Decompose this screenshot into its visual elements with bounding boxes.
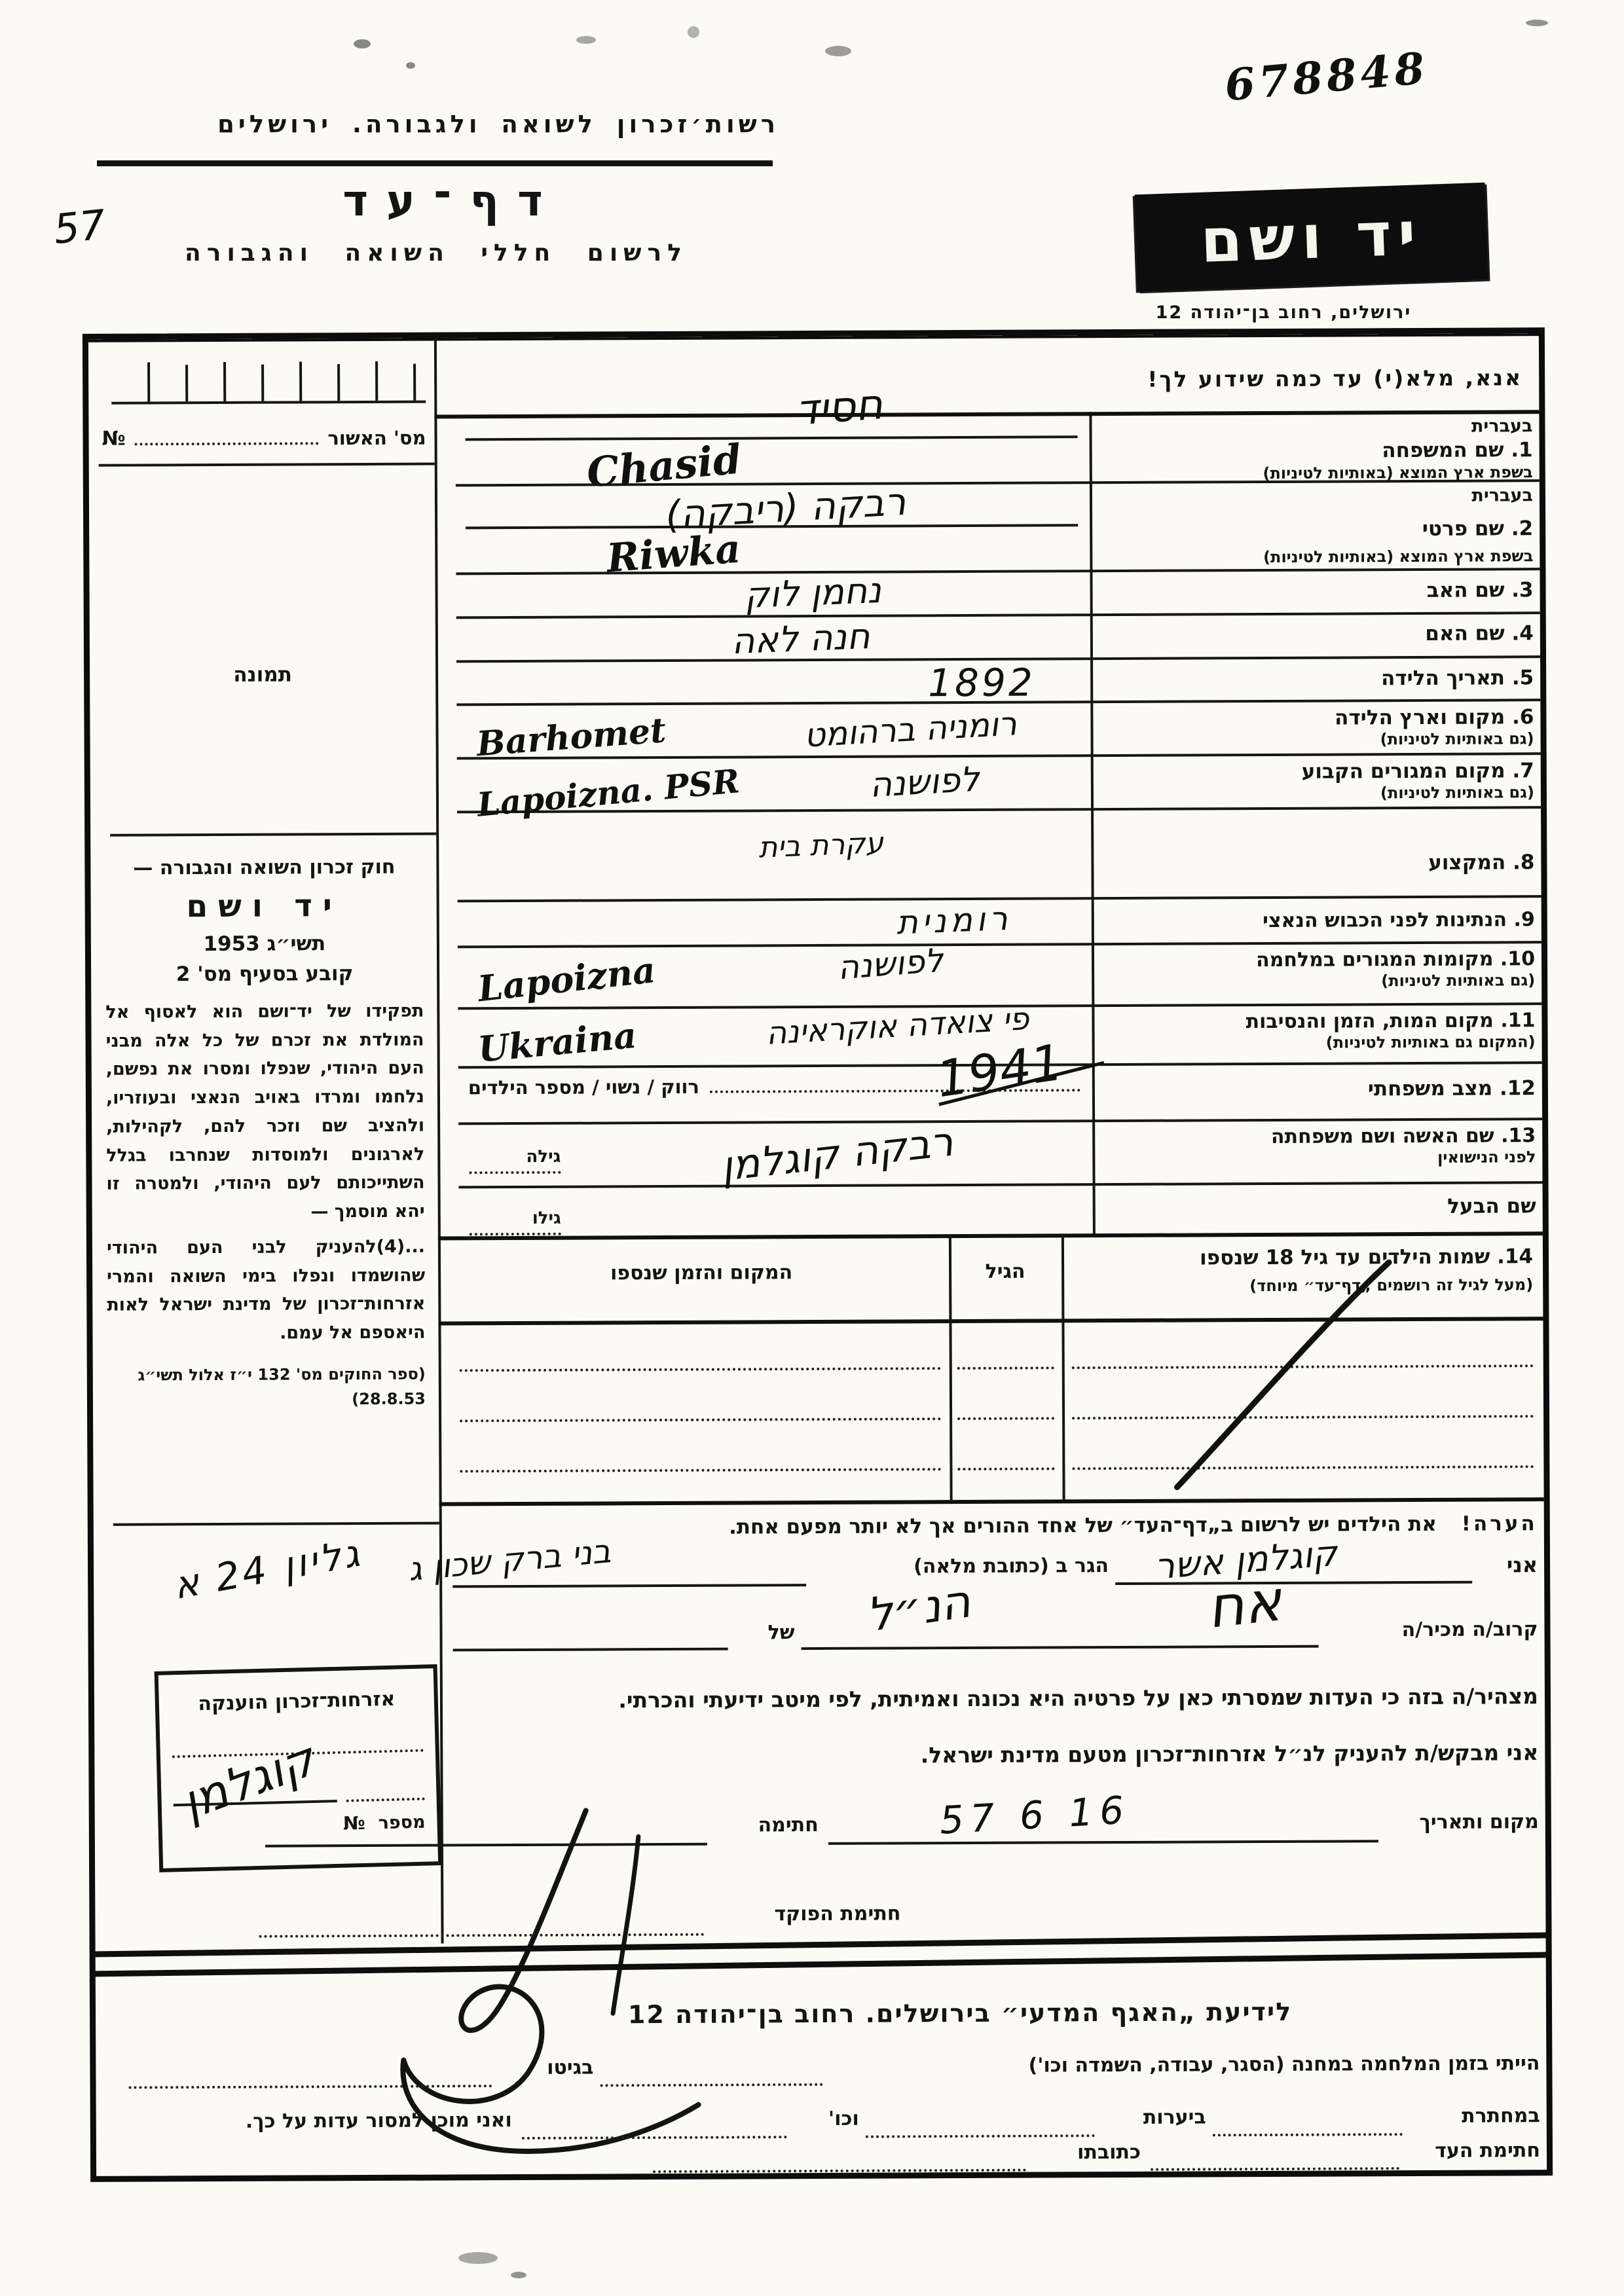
- decl-of-line: [453, 1648, 728, 1652]
- table-age-header: [949, 1260, 1061, 1283]
- hand-firstname-latin-text: Riwka: [605, 526, 743, 582]
- sheet-number-text: 57: [51, 200, 108, 253]
- camp-dotted: [600, 2083, 823, 2086]
- table-row-dotted: [957, 1366, 1054, 1370]
- award-number-label: מספר: [378, 1812, 426, 1834]
- field-10-label-block: [1106, 947, 1535, 991]
- field-4-no: 4.: [1511, 621, 1534, 646]
- field-7-label-block: [1105, 759, 1534, 803]
- field-5-label: [1105, 666, 1534, 692]
- approval-no-symbol: №: [101, 427, 126, 450]
- hand-death-year-text: 1941: [932, 1032, 1067, 1109]
- decl-resides-text: הגר ב (כתובת מלאה): [913, 1554, 1109, 1578]
- hand-mother-name: [731, 615, 871, 662]
- decl-place-date-label: [1388, 1810, 1539, 1834]
- dept-info-line: [436, 1997, 1484, 2030]
- form-subtitle-text: לרשום חללי השואה והגבורה: [185, 240, 688, 266]
- hand-declarant-address-text: בני ברק שכון ג: [407, 1531, 613, 1589]
- hand-declarant-signature-text: קוגלמן: [174, 1731, 323, 1831]
- form-main-box: [83, 327, 1553, 2182]
- children-note: [451, 1512, 1538, 1540]
- tick: [337, 364, 340, 401]
- hand-death-place-latin-text: Ukraina: [476, 1013, 638, 1070]
- table-place-header-text: המקום והזמן שנספו: [610, 1261, 793, 1285]
- row-sep: [458, 1118, 1542, 1125]
- field-8-no: 8.: [1512, 850, 1535, 875]
- field-3-label: [1105, 578, 1534, 604]
- hand-declarant-name-text: קוגלמן אשר: [1153, 1532, 1339, 1588]
- field-12-label: [1107, 1076, 1536, 1102]
- wife-age-row: [462, 1147, 561, 1175]
- scan-noise: [688, 26, 699, 38]
- hand-birthplace-hebrew: [803, 704, 1018, 754]
- hand-slash-mark: [1114, 1244, 1456, 1501]
- authority-title: [98, 110, 779, 138]
- field-5-text: תאריך הלידה: [1380, 666, 1505, 691]
- scan-noise: [511, 2272, 526, 2278]
- witness-signature-label-text: חתימת העד: [1435, 2139, 1541, 2162]
- law-clause: ...(4)להעניק לבני העם היהודי שהושמדו ונפלו בימי השואה והמרי אזרחות־זכרון של מדינת ישראל לאות היאספם אל עמם.: [106, 1236, 426, 1343]
- table-age-header-text: הגיל: [985, 1260, 1025, 1283]
- hand-birthplace-hebrew-text: רומניה ברהומט: [803, 704, 1018, 755]
- table-row-dotted: [957, 1417, 1054, 1420]
- field-9-text: הנתינות לפני הכבוש הנאצי: [1263, 908, 1507, 933]
- hand-death-place-hebrew-text: פי צואדה אוקראינה: [765, 1000, 1030, 1052]
- marital-options: רווק / נשוי / מספר הילדים: [468, 1075, 699, 1099]
- field-2-sub: בשפת ארץ המוצא (באותיות לטיניות): [1263, 546, 1534, 566]
- husband-label-text: שם הבעל: [1447, 1194, 1536, 1218]
- yad-vashem-logo: [1135, 183, 1488, 292]
- children-note-head: הערה!: [1461, 1512, 1538, 1536]
- sheet-note-handwritten: [170, 1530, 365, 1608]
- field-13-text: שם האשה ושם משפחתה: [1270, 1124, 1494, 1148]
- law-block: [105, 856, 426, 1413]
- hand-declarant-address: [407, 1532, 612, 1588]
- decl-signature-label-text: חתימה: [758, 1813, 819, 1837]
- underground-label-text: במחתרת: [1462, 2104, 1540, 2128]
- field-8-label: [1105, 850, 1534, 877]
- left-separator-1: [110, 833, 436, 837]
- decl-relative-text: קרוב/ה מכיר/ה: [1401, 1618, 1538, 1642]
- tick: [223, 362, 226, 401]
- yad-vashem-logo-text: יד ושם: [1199, 198, 1424, 276]
- field-13-label-block: [1107, 1124, 1536, 1168]
- dept-info-line-text: לידיעת „האגף המדעי״ בירושלים. רחוב בן־יהודה 12: [627, 1997, 1293, 2030]
- field-6-no: 6.: [1511, 705, 1534, 729]
- husband-age-label: גילו: [532, 1208, 561, 1228]
- hand-relation: [1204, 1568, 1285, 1641]
- scan-noise: [458, 2252, 498, 2264]
- decl-relative-line: [802, 1645, 1319, 1650]
- field-2-label-block: [1104, 485, 1534, 566]
- hebrew-label: בעברית: [1471, 485, 1534, 506]
- table-row-dotted: [957, 1467, 1054, 1470]
- tick: [299, 361, 302, 401]
- decl-i-text: אני: [1506, 1552, 1538, 1578]
- hand-mother-name-text: חנה לאה: [730, 615, 871, 663]
- registrar-signature-label-text: חתימת הפוקד: [774, 1902, 901, 1926]
- law-intro: חוק זכרון השואה והגבורה —: [133, 855, 396, 880]
- hand-war-residence-latin-text: Lapoizna: [475, 949, 658, 1010]
- form-title: [308, 175, 596, 226]
- witness-signature-dotted: [1151, 2167, 1399, 2171]
- law-body: תפקידו של יד־ושם הוא לאסוף אל המולדת את זכרם של כל אלה מבני העם היהודי, שנפלו ומסרו את נפשם, נלחמו ומרדו באויב הנאצי ובעוזריו, ולהציב שם וזכר להם, לקהילות, לארגונים ולמוסדות שנחרבו בגלל השתייכותם לעם היהודי, ולמטרה זו יהא מוסמך —: [105, 1000, 425, 1222]
- forests-dotted: [866, 2134, 1095, 2138]
- tick-baseline: [111, 401, 426, 405]
- witness-signature-label: [1406, 2139, 1540, 2162]
- wife-age-dotted: [469, 1171, 561, 1175]
- field-1-label-block: [1103, 416, 1532, 483]
- hand-residence-latin: [475, 761, 741, 824]
- ghetto-label-text: בגיטו: [547, 2056, 594, 2079]
- fill-instruction: [855, 365, 1522, 393]
- law-section: קובע בסעיף מס' 2: [175, 962, 354, 987]
- field-10-sub: (גם באותיות לטיניות): [1381, 971, 1536, 991]
- hand-birth-year: [928, 661, 1035, 706]
- field-11-sub: (המקום גם באותיות לטיניות): [1325, 1032, 1536, 1052]
- field-11-no: 11.: [1500, 1009, 1536, 1032]
- table-names-title: 14. שמות הילדים עד גיל 18 שנספו: [1199, 1245, 1534, 1270]
- field-11-label-block: [1106, 1009, 1535, 1053]
- tick: [147, 362, 150, 401]
- ready-to-testify-text: ואני מוכן למסור עדות על כך.: [245, 2109, 512, 2133]
- sheet-note-text: גליון 24 א: [170, 1530, 365, 1609]
- witness-address-label: [1036, 2141, 1141, 2164]
- tick: [261, 365, 264, 401]
- hand-death-year: [932, 1032, 1066, 1108]
- logo-address-text: ירושלים, רחוב בן־יהודה 12: [1155, 302, 1412, 323]
- field-1-no: 1.: [1511, 438, 1533, 462]
- field-6-text: מקום וארץ הלידה: [1335, 705, 1505, 730]
- ready-to-testify: [116, 2109, 512, 2134]
- award-title: אזרחות־זכרון הוענקה: [197, 1687, 396, 1716]
- field-10-no: 10.: [1500, 947, 1536, 971]
- hand-surname-latin-text: Chasid: [584, 435, 743, 497]
- field-10-text: מקומות המגורים במלחמה: [1255, 947, 1494, 972]
- hand-citizenship: [896, 900, 1012, 942]
- field-6-label-block: [1105, 705, 1534, 750]
- table-row-dotted: [460, 1417, 941, 1422]
- table-row-dotted: [460, 1367, 941, 1372]
- witness-address-label-text: כתובתו: [1077, 2140, 1141, 2164]
- serial-tick-strip: [111, 361, 426, 402]
- field-13-sub: לפני הנישואין: [1437, 1148, 1536, 1167]
- approval-number-row: [101, 417, 426, 451]
- approval-dotted-line: [135, 442, 319, 445]
- decl-date-line: [828, 1840, 1378, 1845]
- field-5-no: 5.: [1511, 666, 1534, 690]
- field-9-label: [1106, 908, 1535, 934]
- ghetto-label: [502, 2056, 593, 2080]
- hand-citizenship-text: רומנית: [895, 899, 1012, 942]
- hand-surname-latin: [585, 435, 743, 496]
- form-title-text: דף־עד: [342, 175, 561, 226]
- hand-war-residence-hebrew: [836, 941, 944, 987]
- photo-label-text: תמונה: [233, 663, 293, 687]
- row-sep: [458, 941, 1541, 948]
- write-line: [466, 435, 1078, 441]
- hand-wife-name: [718, 1118, 955, 1190]
- field-12-text: מצב משפחתי: [1367, 1076, 1493, 1101]
- field-3-no: 3.: [1511, 578, 1534, 602]
- hand-date-text: 16 6 57: [938, 1787, 1132, 1843]
- field-11-text: מקום המות, הזמן והנסיבות: [1246, 1009, 1494, 1034]
- scan-noise: [1526, 20, 1548, 26]
- authority-title-text: רשות׳זכרון לשואה ולגבורה. ירושלים: [217, 110, 779, 138]
- decl-relative: [1331, 1618, 1538, 1641]
- fill-instruction-text: אנא, מלא(י) עד כמה שידוע לך!: [1147, 365, 1523, 392]
- hand-wife-name-text: רבקה קוגלמן: [718, 1117, 955, 1191]
- table-row-dotted: [460, 1468, 941, 1472]
- tick: [185, 365, 188, 401]
- scan-noise: [576, 36, 596, 44]
- row-sep: [456, 611, 1540, 619]
- hand-residence-latin-text: Lapoizna. PSR: [475, 761, 741, 824]
- table-top-rule: [438, 1231, 1543, 1240]
- etc-label: [794, 2107, 859, 2130]
- logo-address: [1061, 302, 1506, 323]
- header-rule: [97, 160, 773, 166]
- field-7-sub: (גם באותיות לטיניות): [1380, 783, 1534, 803]
- law-year: תשי״ג 1953: [203, 932, 326, 957]
- field-2-no: 2.: [1511, 517, 1534, 541]
- field-12-no: 12.: [1499, 1076, 1536, 1101]
- hand-surname-hebrew: [794, 380, 885, 435]
- label-column-divider: [1089, 412, 1095, 1234]
- hand-of-whom: [863, 1574, 974, 1642]
- scan-noise: [406, 62, 415, 69]
- field-4-text: שם האם: [1425, 621, 1505, 646]
- law-name: יד ושם: [186, 888, 342, 925]
- table-place-header: [459, 1260, 944, 1285]
- field-1-sub: בשפת ארץ המוצא (באותיות לטיניות): [1263, 462, 1533, 483]
- decl-of-text: של: [767, 1621, 795, 1645]
- hand-war-residence-latin: [475, 949, 657, 1010]
- table-divider-age-right: [1061, 1233, 1065, 1499]
- photo-label: [90, 663, 435, 687]
- field-8-text: המקצוע: [1428, 850, 1506, 875]
- hand-relation-text: אח: [1204, 1568, 1285, 1642]
- section-double-rule-bottom: [92, 1952, 1547, 1977]
- row-sep: [459, 1181, 1543, 1188]
- hand-of-whom-text: הנ״ל: [863, 1574, 974, 1643]
- field-1-label: שם המשפחה: [1382, 438, 1504, 463]
- hand-father-name-text: נחמן לוק: [743, 569, 882, 617]
- wife-age-label: גילה: [526, 1146, 561, 1167]
- hand-birthplace-latin-text: Barhomet: [475, 710, 668, 765]
- decl-request-text: אני מבקש/ת להעניק לנ״ל אזרחות־זכרון מטעם מדינת ישראל.: [920, 1740, 1539, 1768]
- field-2-label: שם פרטי: [1422, 517, 1505, 541]
- tick: [375, 361, 378, 401]
- hand-date: [938, 1787, 1132, 1842]
- field-6-sub: (גם באותיות לטיניות): [1380, 729, 1534, 749]
- hand-death-place-latin: [476, 1014, 638, 1070]
- hand-profession: [758, 826, 884, 864]
- award-no-symbol: №: [342, 1812, 366, 1834]
- field-7-text: מקום המגורים הקבוע: [1301, 759, 1505, 784]
- decl-statement-text: מצהיר/ה בזה כי העדות שמסרתי כאן על פרטיה היא נכונה ואמיתית, לפי מיטב ידיעתי והכרתי.: [618, 1683, 1539, 1713]
- forests-label: [1101, 2105, 1206, 2129]
- children-note-text: את הילדים יש לרשום ב„דף־העד״ של אחד ההורים אך לא יותר מפעם אחת.: [728, 1512, 1437, 1539]
- decl-request: [451, 1740, 1538, 1770]
- hand-war-residence-hebrew-text: לפושנה: [836, 941, 945, 987]
- file-number-text: 678848: [1223, 42, 1431, 111]
- field-3-text: שם האב: [1426, 578, 1505, 602]
- hand-firstname-hebrew-text: רבקה (ריבקה): [664, 479, 907, 538]
- decl-statement: [451, 1683, 1538, 1713]
- left-separator-2: [113, 1522, 439, 1526]
- decl-place-date-text: מקום ותאריך: [1419, 1810, 1539, 1834]
- table-names-subtitle: (מעל לגיל זה רושמים „דף־עד״ מיוחד): [1249, 1275, 1534, 1296]
- underground-dotted: [1213, 2133, 1403, 2136]
- file-number-handwritten: [1223, 43, 1430, 111]
- approval-underline: [99, 463, 435, 467]
- tick: [413, 364, 416, 401]
- scan-noise: [825, 46, 851, 56]
- hand-surname-hebrew-text: חסיד: [794, 380, 885, 435]
- decl-i: [1479, 1552, 1538, 1577]
- field-9-no: 9.: [1513, 908, 1535, 932]
- field-7-no: 7.: [1512, 759, 1534, 783]
- hand-birth-year-text: 1892: [928, 660, 1035, 706]
- husband-age-row: [463, 1209, 561, 1236]
- camp-label-text: הייתי בזמן המלחמה במחנה (הסגר, עבודה, השמדה וכו'): [1028, 2052, 1540, 2077]
- decl-of: [739, 1621, 794, 1644]
- form-subtitle: [98, 240, 774, 266]
- hand-residence-hebrew: [868, 760, 980, 805]
- husband-label: [1107, 1194, 1536, 1220]
- hand-residence-hebrew-text: לפושנה: [868, 759, 981, 805]
- scan-noise: [354, 39, 371, 48]
- hand-profession-text: עקרת בית: [758, 826, 884, 865]
- forests-label-text: ביערות: [1143, 2105, 1206, 2129]
- field-13-no: 13.: [1500, 1124, 1536, 1148]
- hebrew-label: בעברית: [1471, 416, 1533, 437]
- field-4-label: [1105, 621, 1534, 647]
- approval-label: מס' האשור: [327, 426, 426, 450]
- hand-father-name: [743, 570, 881, 616]
- decl-address-line: [452, 1584, 806, 1588]
- law-reference: (ספר החוקים מס' 132 י״ז אלול תשי״ג 28.8.53): [138, 1364, 426, 1409]
- camp-label: [836, 2052, 1540, 2078]
- underground-label: [1409, 2104, 1540, 2128]
- etc-label-text: וכו': [828, 2107, 859, 2130]
